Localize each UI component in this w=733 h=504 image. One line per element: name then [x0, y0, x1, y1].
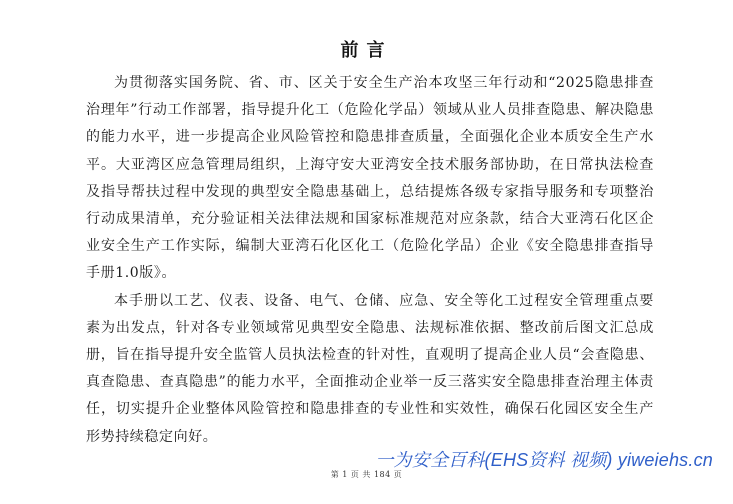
page-title: 前言 [340, 40, 393, 61]
paragraph-1: 为贯彻落实国务院、省、市、区关于安全生产治本攻坚三年行动和“2025隐患排查治理年”行动工作部署，指导提升化工（危险化学品）领域从业人员排查隐患、解决隐患的能力水平，进一步提高企业风险管控和隐患排查质量，全面强化企业本质安全生产水平。大亚湾区应急管理局组织，上海守安大亚湾安全技术服务部协助，在日常执法检查及指导帮扶过程中发现的典型安全隐患基础上，总结提炼各级专家指导服务和专项整治行动成果清单，充分验证相关法律法规和国家标准规范对应条款，结合大亚湾石化区企业安全生产工作实际，编制大亚湾石化区化工（危险化学品）企业《安全隐患排查指导手册1.0版》。 [86, 75, 654, 282]
body-text [86, 70, 654, 451]
page-footer: 第 1 页 共 184 页 [330, 470, 403, 479]
watermark-text: 一为安全百科(EHS资料 视频) yiweiehs.cn [375, 450, 713, 470]
paragraph-2: 本手册以工艺、仪表、设备、电气、仓储、应急、安全等化工过程安全管理重点要素为出发点，针对各专业领域常见典型安全隐患、法规标准依据、整改前后图文汇总成册，旨在指导提升安全监管人员执法检查的针对性，直观明了提高企业人员“会查隐患、真查隐患、查真隐患”的能力水平，全面推动企业举一反三落实安全隐患排查治理主体责任，切实提升企业整体风险管控和隐患排查的专业性和实效性，确保石化园区安全生产形势持续稳定向好。 [86, 292, 654, 445]
